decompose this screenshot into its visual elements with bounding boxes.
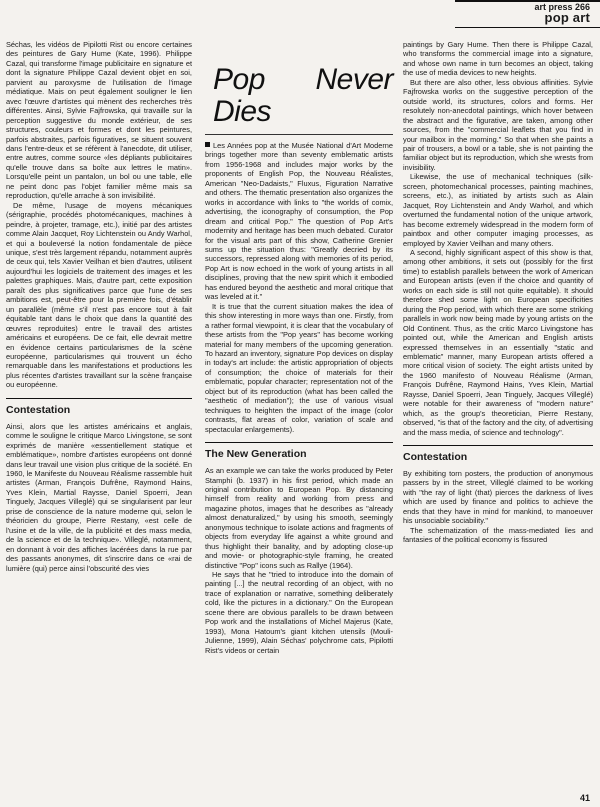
paragraph: A second, highly significant aspect of this show is that, among other ambitions, it sets out (possibly for the first time) to establish parallels between the work of American and European artists (even if the choice and quantity of works on each side is still not quite equitable). It should therefore shed some light on European specificities during the Pop period, with which there are some striking parallels in work now being made by young artists on the Old Continent. Thus, as the critic Marco Livingstone has pointed out, while the American and English artists expressed themselves in an essentially "static and emblematic" manner, many European artists offered a more critical vision of society. The eight artists united by the 1960 manifesto of Nouveau Réalisme (Arman, François Dufrêne, Raymond Hains, Yves Klein, Martial Raysse, Daniel Spoerri, Jean Tinguely, Jacques Villeglé) were notable for their awareness of "modern nature" which, as the group's theoretician, Pierre Restany, observed, "is that of the factory and the city, of advertising and the mass media, of science and technology". (403, 247, 593, 437)
subheading-contestation-fr: Contestation (6, 398, 192, 416)
column-english-2 (403, 40, 593, 545)
paragraph-lead (205, 141, 393, 302)
paragraph: It is true that the current situation makes the idea of this show interesting in more ways than one. Firstly, from a rather formal viewpoint, it is clear that the vocabulary of these artists from the "Pop years" has become working material for many members of the upcoming generation. To hazard an inventory, signature Pop devices on display in today's art include: the artistic appropriation of objects of consumption; the choice of materials for their emblematic, popular character; representation not of the object but of its reproduction (what has been called the "aesthetic of mediation"); the use of various visual techniques to heighten the impact of the image (color contrasts, flat areas of color, variation of scale and spectacular enlargements). (205, 301, 393, 434)
subheading-new-generation: The New Generation (205, 442, 393, 460)
lead-text: Les Années pop at the Musée National d'Art Moderne brings together more than seventy emblematic artists from 1956-1968 and includes major works by the proponents of English Pop, the Nouveau Réalistes, American "Neo-Dadaists," Fluxus, Figuration Narrative and others. The thematic presentation also organizes the works in accordance with links to "the worlds of comix, advertising, the iconography of consumption, the Pop dream and critical Pop." The question of Pop Art's modernity and heritage has been much debated. Curator for the visual arts part of this show, Catherine Grenier sums up the situation thus: "Greatly decried by its successors, repressed along with memories of its period, Pop Art is now echoed in the work of young artists in all disciplines, proving that the new spirit which it embodied has endured beyond the aesthetic and moral critique that was leveled at it." (205, 141, 393, 302)
article-title: Pop Never Dies (213, 63, 393, 128)
subheading-contestation-en: Contestation (403, 445, 593, 463)
paragraph: Séchas, les vidéos de Pipilotti Rist ou encore certaines des peintures de Gary Hume (Kate, 1996). Philippe Cazal, qui transforme l'image publicitaire en signature et dont la signature Philippe Cazal devient objet en soi, parvient au paroxysme de l'utilisation de l'image médiatique. Mais on peut également souligner le lien avec l'œuvre d'artistes qui mènent des recherches très différentes. Ainsi, Sylvie Fajfrowska, qui travaille sur la perception suggestive du monde extérieur, de ses structures, couleurs et formes et dont les peintures, parfois abstraites, parfois figuratives, se situent souvent dans l'entre-deux et se réfèrent à l'anecdote, dit utiliser, entre autres, comme source «les dépliants publicitaires qu'elle trouve dans sa boîte aux lettres le matin». Lorsqu'elle peint un pantalon, un bol ou une table, elle ne peint donc pas l'objet familier même mais sa reproduction, qu'elle arrache à son invisibilité. (6, 40, 192, 201)
paragraph: Likewise, the use of mechanical techniques (silk-screen, photomechanical processes, painting machines, screens, etc.), as initiated by artists such as Alain Jacquet, Roy Lichtenstein and Andy Warhol, and which overturned the fundamental notion of the unique artwork, has become extremely widespread in the modern form of paintbox and other computer imaging processes, as employed by Xavier Veilhan and many others. (403, 172, 593, 248)
paragraph: He says that he "tried to introduce into the domain of painting [...] the neutral recording of an object, with no trace of explanation or narrative, something deliberately cold, like the pictures in a dictionary." On the European scene there are obvious parallels to be drawn between Pop work and the installations of Michel Majerus (Kate, 1993), Mona Hatoum's giant kitchen utensils (Mouli-Julienne, 1999), Alain Séchas' polychrome cats, Pipilotti Rist's videos or certain (205, 570, 393, 655)
paragraph: Ainsi, alors que les artistes américains et anglais, comme le souligne le critique Marco Livingstone, se sont exprimés de manière «essentiellement statique et emblématique», nombre d'artistes européens ont donné dans leur travail une vision plus critique de la société. En 1960, le Manifeste du Nouveau Réalisme rassemble huit artistes (Arman, François Dufrêne, Raymond Hains, Yves Klein, Martial Raysse, Daniel Spoerri, Jean Tinguely, Jacques Villeglé) qui se singularisent par leur prise de conscience de la nature moderne qui, selon le théoricien du groupe, Pierre Restany, «est celle de l'usine et de la ville, de la publicité et des mass media, de la science et de la technique». Villeglé, notamment, en donnant à voir des affiches lacérées dans la rue par des passants anonymes, dit s'inscrire dans ce «rai de lumière (qui) perce ainsi l'obscurité des vies (6, 421, 192, 573)
paragraph: De même, l'usage de moyens mécaniques (sérigraphie, procédés photomécaniques, machines à peindre, à projeter, tramage, etc.), initié par des artistes comme Alain Jacquet, Roy Lichtenstein ou Andy Warhol, et qui a bouleversé la notion fondamentale de pièce unique, s'est très largement répandu, notamment auprès de ceux qui, tels Xavier Veilhan et bien d'autres, utilisent aujourd'hui les logiciels de traitement des images et les palettes graphiques. Mais, d'autre part, cette exposition paraît des plus significatives parce que l'une de ses ambitions est, peut-être pour la première fois, d'établir un parallèle (même s'il n'est pas encore tout à fait équitable tant dans le choix que dans la quantité des œuvres reproduites) entre le travail des artistes américains et européens. De ce fait, elle devrait mettre en évidence certains particularismes de la scène européenne, particularismes qui trouvent un écho remarquable dans les manifestations et productions les plus récentes d'artistes travaillant sur la scène française ou européenne. (6, 200, 192, 390)
paragraph: But there are also other, less obvious affinities. Sylvie Fajfrowska works on the suggestive perception of the outside world, its structures, colors and forms. Her resolutely non-anecdotal paintings, which hover between the abstract and the figurative, are taken, among other sources, from the "commercial leaflets that you find in your mailbox in the morning." So that when she paints a pair of trousers, a bowl or a table, she is not painting the familiar object but its reproduction, which she wrests from invisibility. (403, 77, 593, 172)
paragraph: By exhibiting torn posters, the production of anonymous passers by in the street, Villeglé claimed to be working with "the ray of light (that) pierces the darkness of lives which are used by finance and politics to achieve the ends that they have in mind for mankind, to manoeuver his unsociable sociability." (403, 469, 593, 526)
paragraph: paintings by Gary Hume. Then there is Philippe Cazal, who transforms the commercial image into a signature, and whose own name in turn becomes an object, taking the use of media devices to new heights. (403, 40, 593, 78)
column-french (6, 40, 192, 573)
section-title: pop art (544, 10, 590, 25)
column-english-1 (205, 40, 393, 655)
header-underline (455, 27, 600, 28)
magazine-issue: art press 266 (534, 2, 590, 12)
page-number: 41 (579, 793, 590, 803)
square-bullet-icon (205, 142, 210, 147)
paragraph: The schematization of the mass-mediated lies and fantasies of the political economy is fissured (403, 525, 593, 545)
paragraph: As an example we can take the works produced by Peter Stamphi (b. 1937) in his first period, which made an original contribution to European Pop. By distancing himself from reality and working from press and magazine photos, images that he describes as "already almost denaturalized," by using his smooth, seemingly anonymous technique to isolate actions and fragments of objects from everyday life against a white ground and thus highlight their banality, and by adopting close-up and movie- or photographic-style framing, he created distinctive "Pop" icons such as Rallye (1964). (205, 466, 393, 570)
title-rule (205, 134, 393, 135)
